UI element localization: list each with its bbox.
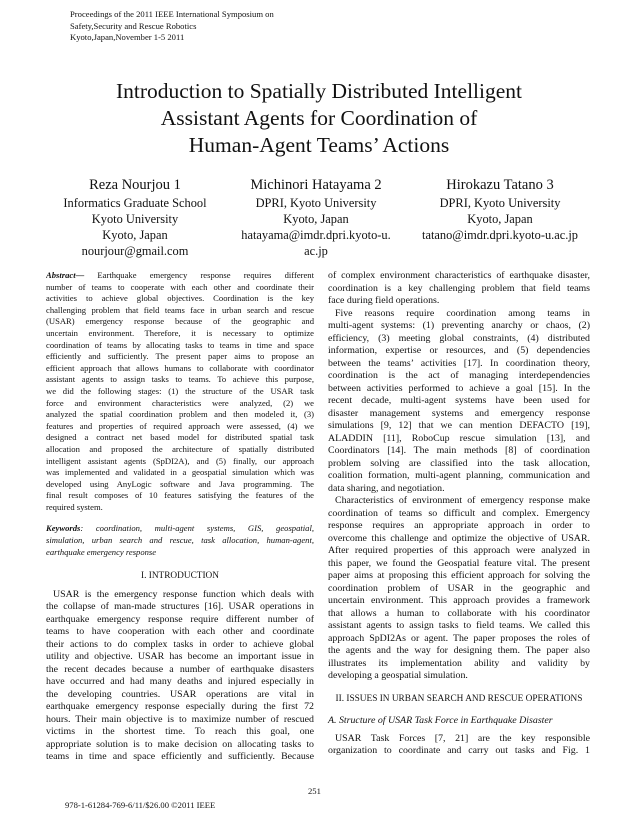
body-line: disaster management systems and emergency response: [328, 407, 590, 419]
body-line: illustrates its implementation ability and validity by: [328, 657, 590, 669]
author-name: Michinori Hatayama 2: [250, 177, 382, 193]
body-line: earthquake emergency response require different number of: [46, 613, 314, 625]
abstract-line: allocation and proposed the architecture of spatially distributed: [46, 443, 314, 454]
body-line: simulations [9, 12] that we can mention DEFACTO [19],: [328, 420, 590, 431]
abstract-line: required system.: [46, 501, 103, 512]
abstract-line: challenging problem that field teams face in urban search and rescue: [46, 304, 314, 315]
body-line: organization to coordinate and carry out tasks and Fig. 1: [328, 745, 590, 756]
abstract-line: number of teams to cooperate with each other and coordinate their: [46, 281, 314, 292]
body-line: efficiency, (3) meeting global constraints, (4) distributed: [328, 332, 590, 344]
abstract-text: Earthquake emergency response requires different: [84, 270, 314, 280]
abstract-line: designed a contract net based model for distributed spatial task: [46, 432, 314, 443]
author-affiliation: DPRI, Kyoto University: [255, 196, 377, 210]
body-line: recent decade, multi-agent systems have been used for: [328, 395, 590, 406]
author-location: Kyoto, Japan: [283, 212, 349, 226]
body-line: Characteristics of environment of emergency response make: [335, 495, 590, 506]
keywords-label: Keywords: [46, 523, 81, 534]
body-line: multi-agent systems: (1) preventing anarchy or chaos, (2): [328, 320, 590, 331]
subsection-heading: A. Structure of USAR Task Force in Earthquake Disaster: [328, 715, 553, 726]
body-line: response requires an appropriate approach in order to: [328, 520, 590, 531]
body-line: Five reasons require coordination among teams in: [335, 307, 590, 319]
body-line: utility and objective. USAR has become an important issue in: [46, 651, 314, 663]
abstract-line: intelligent assistant agents (SpDI2A), and (5) finally, our approach: [46, 455, 314, 466]
body-line: face during field operations.: [328, 295, 440, 306]
body-line: overcome this challenge and optimize the objective of USAR.: [328, 532, 590, 544]
left-column: [46, 270, 314, 764]
body-line: the agents and the way for designing them. The paper also: [328, 645, 590, 656]
author-block-2: [226, 176, 406, 259]
abstract-line: uncertain environment. Therefore, it is necessary to optimize: [46, 327, 314, 338]
abstract-line: features and properties of required approach were assessed, (4) we: [46, 420, 314, 431]
paragraph: [328, 308, 590, 496]
title-line: Assistant Agents for Coordination of: [160, 106, 478, 130]
proceedings-header: [70, 9, 370, 44]
author-email[interactable]: hatayama@imdr.dpri.kyoto-u.: [241, 228, 391, 242]
abstract-line: analyzed the spatial coordination problem and then modeled it, (3): [46, 409, 314, 420]
keywords: [46, 523, 314, 558]
body-line: earthquake emergency response especially during the first 72: [46, 701, 314, 713]
abstract-line: [46, 270, 314, 282]
title-line: Introduction to Spatially Distributed Intelligent: [115, 79, 523, 103]
author-name: Hirokazu Tatano 3: [446, 177, 554, 193]
abstract-line: was implemented and validated in a geospatial simulation which was: [46, 467, 314, 478]
body-line: developing a geospatial simulation.: [328, 670, 468, 681]
body-line: Coordinators [14]. The main methods [8] of coordination: [328, 445, 590, 456]
abstract-line: coordination of teams by allocating tasks to teams in time and space: [46, 339, 314, 350]
body-line: approach SpDI2As or agent. The paper proposes the roles of: [328, 632, 590, 644]
keywords-line: simulation, urban search and rescue, task allocation, human-agent,: [46, 535, 314, 546]
body-line: the developing countries. USAR operations are vital in: [46, 688, 314, 700]
body-line: After required properties of this approach were analyzed in: [328, 545, 590, 556]
body-line: the collapse of man-made structures [16]. USAR operations in: [46, 601, 314, 613]
keywords-line: [46, 523, 314, 535]
author-email[interactable]: ac.jp: [304, 244, 328, 258]
title-line: Human-Agent Teams’ Actions: [188, 133, 450, 157]
paragraph: [328, 270, 590, 308]
body-line: have occurred and had many deaths and injured especially in: [46, 676, 314, 688]
body-line: the recent decades because a number of earthquake disasters: [46, 663, 314, 675]
body-line: ALADDIN [11], RoboCup rescue simulation [13], and: [328, 432, 590, 444]
body-line: coordination of teams so difficult and complex. Emergency: [328, 507, 590, 519]
abstract-line: assistant agents to assign tasks to teams. To achieve this purpose,: [46, 374, 314, 385]
body-line: paper aims at proposing this efficient approach for solving the: [328, 570, 590, 581]
body-line: assistant agents to assign tasks to field teams. We called this: [328, 620, 590, 631]
paragraph: [328, 733, 590, 758]
section-heading-introduction: I. INTRODUCTION: [141, 571, 219, 582]
body-line: teams in time and space efficiently and sufficiently. Because: [46, 751, 314, 763]
author-location: Kyoto, Japan: [102, 228, 168, 242]
body-line: coordination is a key challenging problem that field teams: [328, 282, 590, 294]
body-line: that allows a human to collaborate with his coordinator: [328, 607, 590, 619]
abstract-label: Abstract—: [46, 270, 85, 280]
author-block-1: [40, 176, 230, 259]
body-line: problem solving are classified into the task allocation,: [328, 457, 590, 469]
body-line: their actions to do complex tasks in order to achieve global: [46, 638, 314, 650]
abstract-line: developed using AnyLogic software and Java programming. The: [46, 478, 314, 489]
body-line: coordination problem of USAR in the geographic and: [328, 582, 590, 594]
author-block-3: [400, 176, 600, 243]
body-line: uncertain environment. This approach provides a framework: [328, 595, 590, 606]
abstract-line: we did the following stages: (1) the structure of the USAR task: [46, 385, 314, 396]
abstract-line: final result composes of 10 features satisfying the features of the: [46, 490, 314, 501]
right-column: [328, 270, 590, 758]
body-line: appropriate solution is to make decision on allocating tasks to: [46, 738, 314, 750]
section-heading-issues: II. ISSUES IN URBAN SEARCH AND RESCUE OPERATIONS: [335, 693, 583, 704]
abstract-line: efficient approach that allows humans to collaborate with coordinator: [46, 362, 314, 373]
copyright-footer: 978-1-61284-769-6/11/$26.00 ©2011 IEEE: [65, 800, 216, 810]
body-line: data sharing, and negotiation.: [328, 482, 445, 494]
body-line: coalition formation, multi-agent planning, communication and: [328, 470, 590, 481]
keywords-text: : coordination, multi-agent systems, GIS, geospatial,: [80, 523, 314, 534]
body-line: between activities performed to achieve a goal [15]. In the: [328, 382, 590, 394]
proceedings-line: Kyoto,Japan,November 1-5 2011: [70, 32, 185, 42]
author-location: Kyoto, Japan: [467, 212, 533, 226]
abstract: [46, 270, 314, 513]
author-email[interactable]: tatano@imdr.dpri.kyoto-u.ac.jp: [422, 228, 578, 242]
body-line: coordination is the act of managing interdependencies: [328, 370, 590, 381]
author-email[interactable]: nourjour@gmail.com: [81, 244, 189, 258]
author-affiliation: Kyoto University: [91, 212, 179, 226]
proceedings-line: Safety,Security and Rescue Robotics: [70, 20, 197, 31]
body-line: USAR is the emergency response function which deals with: [53, 588, 314, 600]
body-line: this paper, we found the Geospatial feature vital. The present: [328, 557, 590, 569]
body-line: victims in the shortest time. To reach this goal, one: [46, 726, 314, 738]
introduction-body: [46, 589, 314, 764]
body-line: teams to have cooperation with each other and coordinate: [46, 626, 314, 638]
paragraph: [328, 495, 590, 683]
proceedings-line: Proceedings of the 2011 IEEE International Symposium on: [70, 9, 274, 19]
body-line: USAR Task Forces [7, 21] are the key responsible: [335, 732, 590, 744]
body-line: of complex environment characteristics of earthquake disaster,: [328, 270, 590, 281]
author-affiliation: Informatics Graduate School: [63, 196, 207, 210]
abstract-line: activities to achieve global objectives. Coordination is the key: [46, 293, 314, 304]
page-number: 251: [308, 786, 321, 796]
body-line: hours. Their main objective is to maximize number of rescued: [46, 713, 314, 725]
paper-title: [40, 78, 598, 159]
author-name: Reza Nourjou 1: [89, 177, 181, 193]
abstract-line: (USAR) emergency response because of the geographic and: [46, 316, 314, 327]
keywords-line: earthquake emergency response: [46, 546, 157, 557]
abstract-line: force and environment characteristics were analyzed, (2) we: [46, 397, 314, 408]
body-line: between the teams’ activities [17]. In coordination theory,: [328, 357, 590, 369]
abstract-line: efficiently and sufficiently. The present paper aims to propose an: [46, 351, 314, 362]
body-line: information, expertise or resources, and (5) dependencies: [328, 345, 590, 356]
author-affiliation: DPRI, Kyoto University: [439, 196, 561, 210]
